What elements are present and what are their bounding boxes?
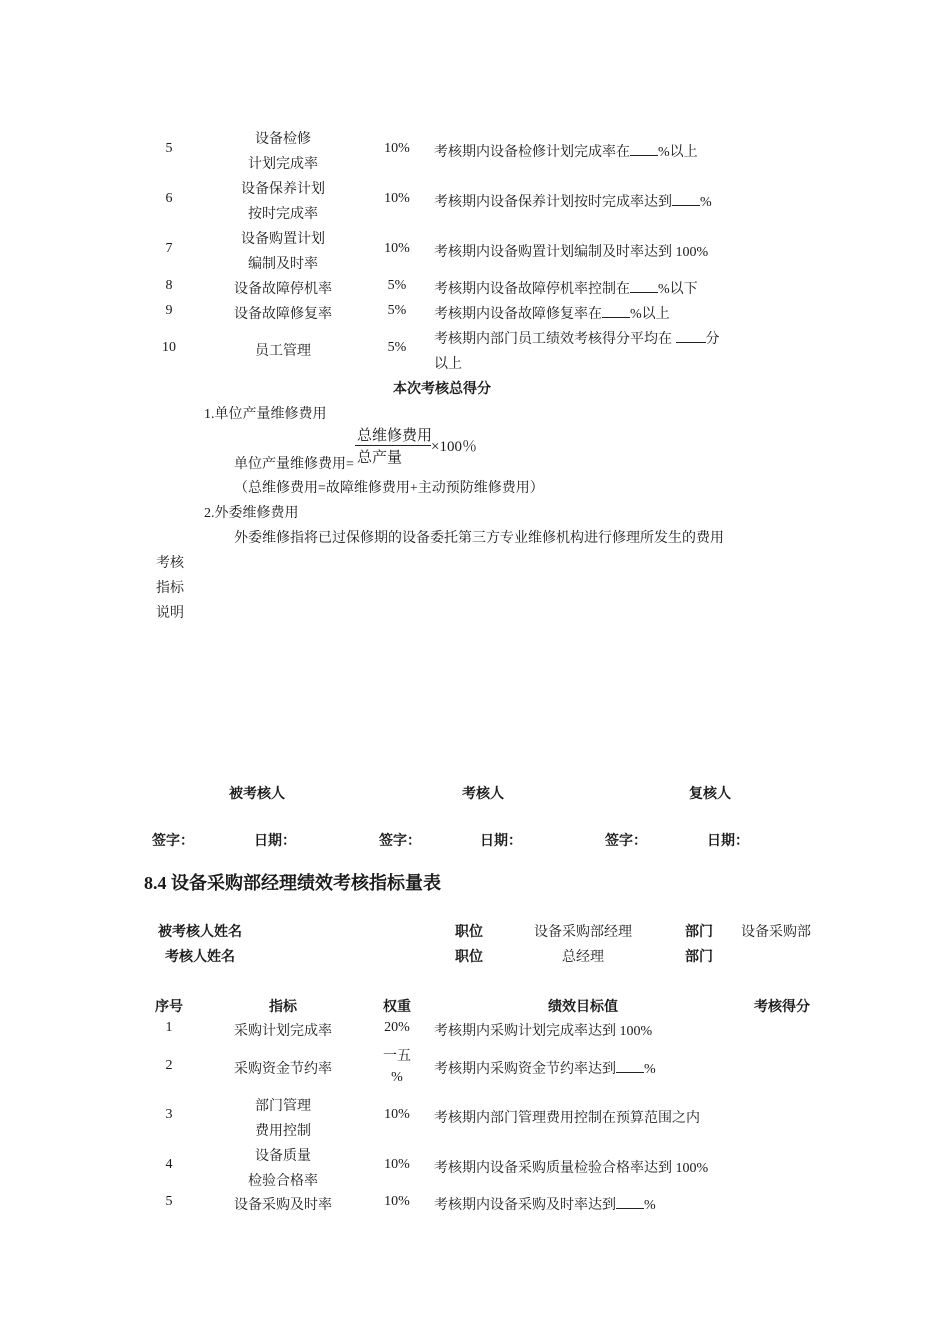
- formula-lhs: 单位产量维修费用=: [234, 457, 354, 472]
- row-number: 2: [165, 1058, 173, 1073]
- weight: 10%: [384, 1107, 410, 1122]
- col-header-no: 序号: [155, 1000, 183, 1015]
- indicator-name: 采购计划完成率: [234, 1024, 332, 1039]
- formula-numerator: 总维修费用: [357, 428, 433, 444]
- target-value: 考核期内部门员工绩效考核得分平均在 分: [434, 332, 720, 347]
- indicator-name: 设备购置计划: [241, 232, 325, 247]
- explanation-item-2-title: 2.外委维修费用: [204, 506, 299, 521]
- position-label: 职位: [455, 950, 483, 965]
- row-number: 7: [165, 241, 173, 256]
- indicator-name: 编制及时率: [248, 257, 318, 272]
- indicator-name: 检验合格率: [248, 1174, 318, 1189]
- side-label: 说明: [156, 606, 184, 621]
- weight: 10%: [384, 191, 410, 206]
- explanation-item-1-title: 1.单位产量维修费用: [204, 407, 327, 422]
- weight: 5%: [387, 303, 407, 318]
- weight: 5%: [387, 278, 407, 293]
- explanation-item-1-note: （总维修费用=故障维修费用+主动预防维修费用）: [234, 481, 544, 496]
- target-value: 考核期内设备故障修复率在 %以上: [434, 307, 670, 322]
- target-value: 考核期内设备故障停机率控制在 %以下: [434, 282, 698, 297]
- position-value: 设备采购部经理: [534, 925, 632, 940]
- formula-multiplier: ×100％: [431, 439, 477, 455]
- date-field: 日期：: [707, 834, 749, 849]
- signature-role: 复核人: [689, 787, 731, 802]
- target-value: 考核期内采购资金节约率达到 %: [434, 1062, 656, 1077]
- weight: %: [391, 1070, 403, 1085]
- row-number: 8: [165, 278, 173, 293]
- target-value: 考核期内设备检修计划完成率在 %以上: [434, 145, 698, 160]
- indicator-name: 员工管理: [255, 344, 311, 359]
- assessee-name-label: 被考核人姓名: [158, 925, 242, 940]
- sign-field: 签字：: [379, 834, 421, 849]
- date-field: 日期：: [480, 834, 522, 849]
- indicator-name: 按时完成率: [248, 207, 318, 222]
- explanation-item-2-desc: 外委维修指将已过保修期的设备委托第三方专业维修机构进行修理所发生的费用: [234, 531, 724, 546]
- target-value-continued: 以上: [434, 357, 462, 372]
- sign-field: 签字：: [605, 834, 647, 849]
- weight: 一五: [383, 1049, 411, 1064]
- indicator-name: 设备质量: [255, 1149, 311, 1164]
- row-number: 3: [165, 1107, 173, 1122]
- row-number: 1: [165, 1020, 173, 1035]
- row-number: 10: [162, 340, 176, 355]
- weight: 10%: [384, 141, 410, 156]
- weight: 20%: [384, 1020, 410, 1035]
- department-label: 部门: [685, 950, 713, 965]
- target-value: 考核期内采购计划完成率达到 100%: [434, 1024, 653, 1039]
- date-field: 日期：: [254, 834, 296, 849]
- row-number: 9: [165, 303, 173, 318]
- target-value: 考核期内设备保养计划按时完成率达到 %: [434, 195, 712, 210]
- sign-field: 签字：: [152, 834, 194, 849]
- row-number: 5: [165, 141, 173, 156]
- department-label: 部门: [685, 925, 713, 940]
- indicator-name: 设备采购及时率: [234, 1198, 332, 1213]
- side-label: 考核: [156, 556, 184, 571]
- indicator-name: 设备故障修复率: [234, 307, 332, 322]
- weight: 5%: [387, 340, 407, 355]
- formula-denominator: 总产量: [357, 450, 403, 466]
- row-number: 6: [165, 191, 173, 206]
- position-value: 总经理: [562, 950, 604, 965]
- target-value: 考核期内设备采购及时率达到 %: [434, 1198, 656, 1213]
- col-header-target: 绩效目标值: [548, 1000, 618, 1015]
- weight: 10%: [384, 1157, 410, 1172]
- indicator-name: 采购资金节约率: [234, 1062, 332, 1077]
- indicator-name: 设备保养计划: [241, 182, 325, 197]
- total-score-label: 本次考核总得分: [393, 382, 491, 397]
- indicator-name: 费用控制: [255, 1124, 311, 1139]
- target-value: 考核期内设备购置计划编制及时率达到 100%: [434, 245, 709, 260]
- signature-role: 考核人: [462, 787, 504, 802]
- col-header-indicator: 指标: [269, 1000, 297, 1015]
- col-header-weight: 权重: [383, 1000, 411, 1015]
- indicator-name: 部门管理: [255, 1099, 311, 1114]
- side-label: 指标: [156, 581, 184, 596]
- col-header-score: 考核得分: [754, 1000, 810, 1015]
- assessor-name-label: 考核人姓名: [165, 950, 235, 965]
- department-value: 设备采购部: [741, 925, 811, 940]
- weight: 10%: [384, 1194, 410, 1209]
- weight: 10%: [384, 241, 410, 256]
- indicator-name: 计划完成率: [248, 157, 318, 172]
- indicator-name: 设备故障停机率: [234, 282, 332, 297]
- signature-role: 被考核人: [229, 787, 285, 802]
- target-value: 考核期内部门管理费用控制在预算范围之内: [434, 1111, 700, 1126]
- row-number: 4: [165, 1157, 173, 1172]
- indicator-name: 设备检修: [255, 132, 311, 147]
- target-value: 考核期内设备采购质量检验合格率达到 100%: [434, 1161, 709, 1176]
- section-heading: 8.4 设备采购部经理绩效考核指标量表: [144, 873, 441, 893]
- position-label: 职位: [455, 925, 483, 940]
- row-number: 5: [165, 1194, 173, 1209]
